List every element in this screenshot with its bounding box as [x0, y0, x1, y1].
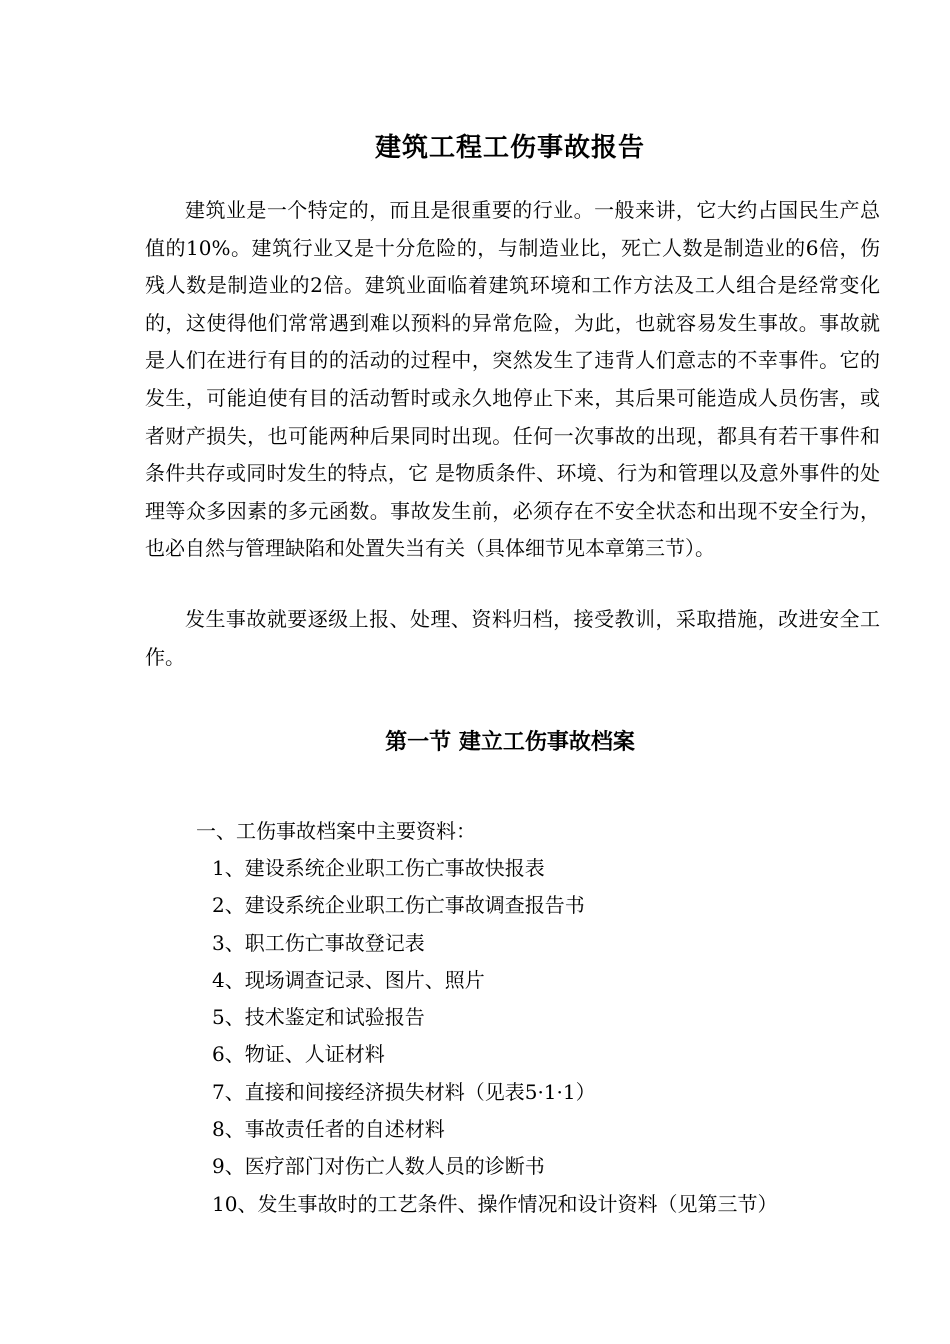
list-item: 6、物证、人证材料 — [212, 1042, 385, 1067]
list-item: 2、建设系统企业职工伤亡事故调查报告书 — [212, 893, 585, 918]
list-item: 8、事故责任者的自述材料 — [212, 1117, 445, 1142]
list-item: 7、直接和间接经济损失材料（见表5·1·1） — [212, 1079, 596, 1104]
section-title: 第一节 建立工伤事故档案 — [385, 729, 635, 755]
list-item: 4、现场调查记录、图片、照片 — [212, 967, 485, 992]
list-item: 5、技术鉴定和试验报告 — [212, 1005, 425, 1030]
list-item: 3、职工伤亡事故登记表 — [212, 930, 425, 955]
materials-list — [212, 850, 777, 1223]
document-title: 建筑工程工伤事故报告 — [374, 133, 645, 163]
list-item: 9、医疗部门对伤亡人数人员的诊断书 — [212, 1154, 545, 1179]
list-item: 10、发生事故时的工艺条件、操作情况和设计资料（见第三节） — [212, 1191, 778, 1216]
list-heading: 一、工伤事故档案中主要资料： — [196, 819, 476, 843]
intro-paragraph: 建筑业是一个特定的，而且是很重要的行业。一般来讲，它大约占国民生产总值的10%。建筑行业又是十分危险的，与制造业比，死亡人数是制造业的6倍，伤残人数是制造业的2倍。建筑业面临着建筑环境和工作方法及工人组合是经常变化的，这使得他们常常遇到难以预料的异常危险，为此，也就容易发生事故。事故就是人们在进行有目的的活动的过程中，突然发生了违背人们意志的不幸事件。它的发生，可能迫使有目的活动暂时或永久地停止下来，其后果可能造成人员伤害，或者财产损失，也可能两种后果同时出现。任何一次事故的出现，都具有若干事件和条件共存或同时发生的特点，它 是物质条件、环境、行为和管理以及意外事件的处理等众多因素的多元函数。事故发生前，必须存在不安全状态和出现不安全行为，也必自然与管理缺陷和处置失当有关（具体细节见本章第三节）。 — [145, 198, 880, 561]
list-item: 1、建设系统企业职工伤亡事故快报表 — [212, 856, 545, 880]
reporting-paragraph: 发生事故就要逐级上报、处理、资料归档，接受教训，采取措施，改进安全工作。 — [145, 607, 880, 669]
